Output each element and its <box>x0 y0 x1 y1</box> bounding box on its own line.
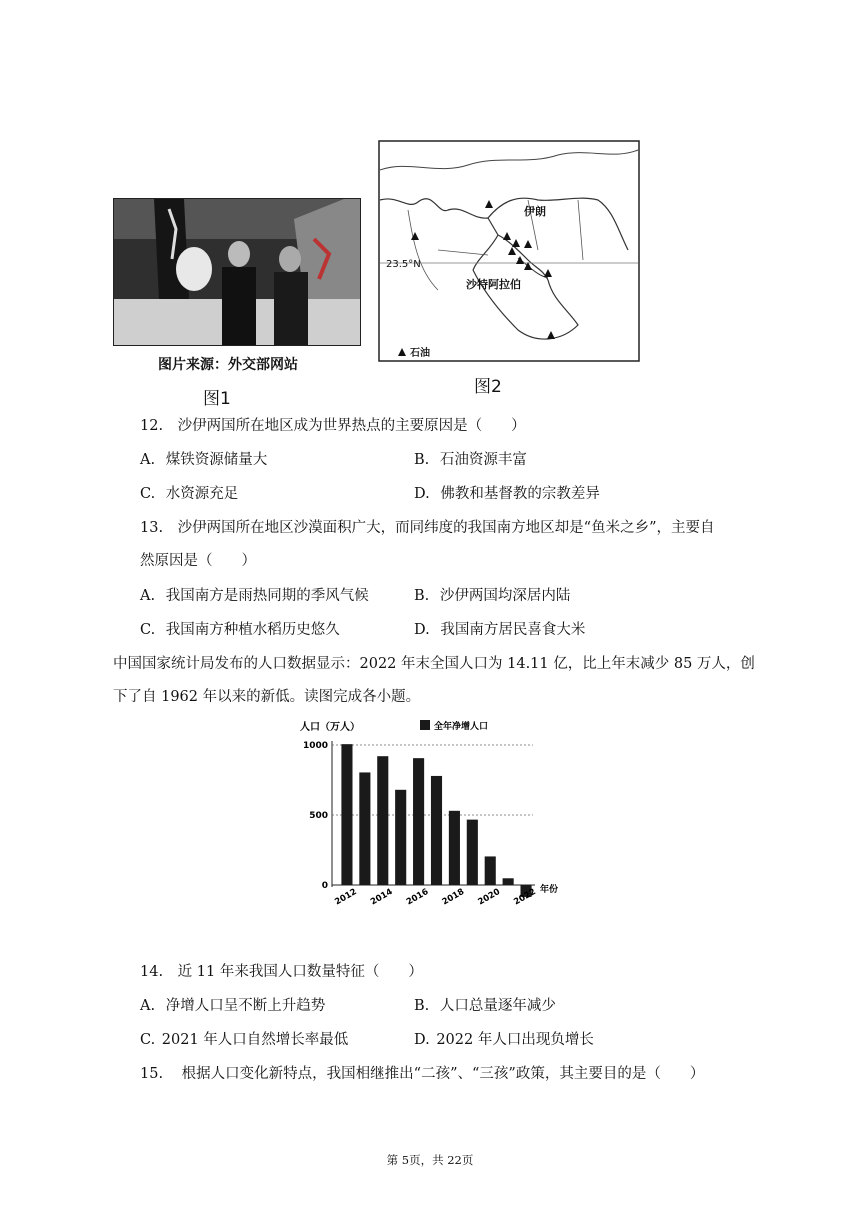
question-stem: 沙伊两国所在地区成为世界热点的主要原因是（ ） <box>177 418 526 434</box>
chart-bar-2014 <box>377 756 388 885</box>
chart-x-tick-label: 2020 <box>476 887 502 908</box>
question-stem: 近 11 年来我国人口数量特征（ ） <box>177 964 423 980</box>
question-stem: 根据人口变化新特点，我国相继推出“二孩”、“三孩”政策，其主要目的是（ ） <box>181 1066 705 1082</box>
chart-bar-2019 <box>467 820 478 885</box>
option-13-c[interactable] <box>140 620 340 640</box>
chart-y-tick-label: 1000 <box>302 741 328 751</box>
option-letter: B. <box>414 452 430 468</box>
option-13-a[interactable] <box>140 586 369 606</box>
option-text: 煤铁资源储量大 <box>165 452 268 468</box>
option-letter: C. <box>140 1032 156 1048</box>
map-label-latitude: 23.5°N <box>386 259 421 270</box>
map-label-saudi: 沙特阿拉伯 <box>466 278 521 291</box>
chart-bar-2020 <box>485 856 496 885</box>
option-letter: C. <box>140 622 156 638</box>
middle-east-map <box>378 140 640 362</box>
question-number: 14. <box>140 964 164 980</box>
chart-ylabel: 人口（万人） <box>300 722 360 733</box>
chart-bar-2018 <box>449 811 460 885</box>
option-letter: D. <box>414 1032 430 1048</box>
option-text: 我国南方是雨热同期的季风气候 <box>165 588 369 604</box>
figure1-caption: 图片来源：外交部网站 <box>158 357 298 373</box>
figure1-photo <box>113 198 361 346</box>
chart-xlabel: 年份 <box>540 885 559 895</box>
figure2-map <box>378 140 640 362</box>
option-letter: C. <box>140 486 156 502</box>
option-letter: B. <box>414 998 430 1014</box>
question-13-line2: 然原因是（ ） <box>140 553 256 569</box>
chart-x-tick-label: 2012 <box>333 887 359 908</box>
option-letter: A. <box>140 998 156 1014</box>
population-chart <box>290 712 580 924</box>
option-14-c[interactable] <box>140 1030 348 1050</box>
option-text: 石油资源丰富 <box>439 452 527 468</box>
passage-line2: 下了自 1962 年以来的新低。读图完成各小题。 <box>113 689 421 705</box>
question-number: 12. <box>140 418 164 434</box>
chart-x-tick-label: 2018 <box>440 887 467 908</box>
option-text: 沙伊两国均深居内陆 <box>439 588 571 604</box>
chart-bar-2013 <box>359 772 370 885</box>
question-stem-line1: 沙伊两国所在地区沙漠面积广大，而同纬度的我国南方地区却是“鱼米之乡”，主要自 <box>177 520 715 536</box>
option-12-c[interactable] <box>140 484 238 504</box>
option-12-a[interactable] <box>140 450 267 470</box>
chart-bar-2015 <box>395 790 406 885</box>
figure2-label: 图2 <box>474 377 502 397</box>
option-14-a[interactable] <box>140 996 325 1016</box>
option-13-b[interactable] <box>414 586 570 606</box>
option-text: 人口总量逐年减少 <box>439 998 556 1014</box>
option-letter: B. <box>414 588 430 604</box>
question-number: 15. <box>140 1066 164 1082</box>
chart-y-tick-label: 0 <box>321 881 328 891</box>
question-number: 13. <box>140 520 164 536</box>
chart-bar-2021 <box>503 878 514 885</box>
option-letter: A. <box>140 588 156 604</box>
option-text: 我国南方居民喜食大米 <box>440 622 586 638</box>
chart-y-tick-label: 500 <box>309 811 328 821</box>
option-text: 2021 年人口自然增长率最低 <box>161 1032 349 1048</box>
passage-line1: 中国国家统计局发布的人口数据显示：2022 年末全国人口为 14.11 亿，比上年末减少 85 万人，创 <box>113 656 755 672</box>
chart-bar-2017 <box>431 776 442 885</box>
question-15 <box>140 1064 704 1084</box>
map-legend-oil: 石油 <box>410 348 430 359</box>
chart-x-tick-label: 2016 <box>404 887 431 908</box>
option-text: 净增人口呈不断上升趋势 <box>165 998 326 1014</box>
page-footer: 第 5页，共 22页 <box>386 1153 474 1167</box>
chart-x-tick-label: 2022 <box>512 887 538 908</box>
option-12-b[interactable] <box>414 450 527 470</box>
option-12-d[interactable] <box>414 484 600 504</box>
option-letter: D. <box>414 486 430 502</box>
figure1-label: 图1 <box>203 389 231 409</box>
option-text: 我国南方种植水稻历史悠久 <box>165 622 340 638</box>
option-text: 2022 年人口出现负增长 <box>436 1032 594 1048</box>
chart-bar-2012 <box>341 744 352 885</box>
option-14-d[interactable] <box>414 1030 594 1050</box>
map-label-iran: 伊朗 <box>524 205 546 218</box>
option-letter: D. <box>414 622 430 638</box>
option-text: 水资源充足 <box>165 486 239 502</box>
population-bar-chart <box>290 712 580 924</box>
question-14 <box>140 962 423 982</box>
option-text: 佛教和基督教的宗教差异 <box>440 486 600 502</box>
legend-swatch <box>420 720 430 730</box>
question-12 <box>140 416 526 436</box>
question-13 <box>140 518 715 538</box>
chart-bar-2016 <box>413 758 424 885</box>
diplomats-photo-image <box>114 199 360 345</box>
option-14-b[interactable] <box>414 996 556 1016</box>
chart-legend-label: 全年净增人口 <box>434 722 489 732</box>
option-letter: A. <box>140 452 156 468</box>
option-13-d[interactable] <box>414 620 585 640</box>
chart-x-tick-label: 2014 <box>369 887 395 908</box>
